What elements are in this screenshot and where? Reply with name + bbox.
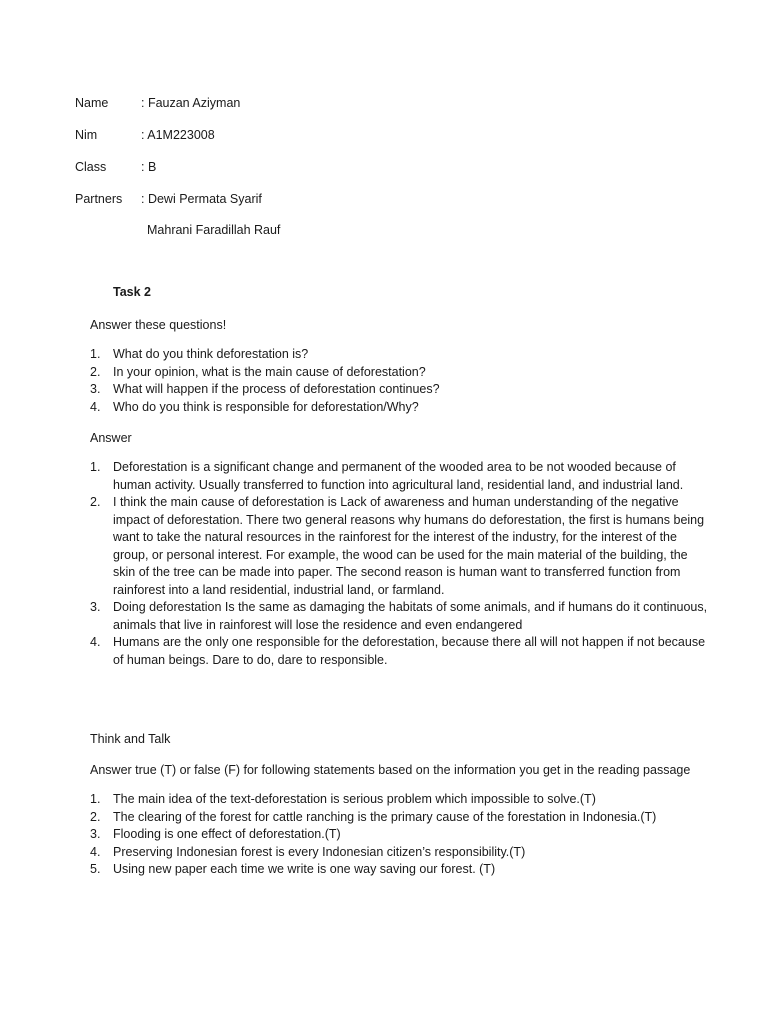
answer-text: Humans are the only one responsible for the deforestation, because there all will not happen if not because of human beings. Dare to do, dare to responsible. [113,635,706,667]
think-talk-instruction: Answer true (T) or false (F) for following statements based on the information you get in the reading passage [90,763,691,777]
list-number: 3. [90,382,101,396]
statement-text: The clearing of the forest for cattle ranching is the primary cause of the forestation in Indonesia.(T) [113,809,657,824]
question-list [90,346,710,416]
think-talk-heading: Think and Talk [90,732,171,746]
list-item [90,826,710,844]
info-label: Name [75,96,109,110]
list-number: 1. [90,792,101,806]
question-text: Who do you think is responsible for deforestation/Why? [113,399,419,414]
list-number: 2. [90,364,101,379]
list-item [90,346,710,364]
info-value: : Fauzan Aziyman [141,96,241,110]
list-item [90,791,710,809]
partner-second: Mahrani Faradillah Rauf [147,223,281,237]
question-text: What will happen if the process of deforestation continues? [113,382,440,396]
list-item [90,494,710,599]
question-text: In your opinion, what is the main cause of deforestation? [113,364,426,379]
list-item [90,459,710,494]
list-number: 4. [90,399,101,414]
info-label: Nim [75,128,98,142]
list-item [90,634,710,669]
list-item [90,381,710,399]
answer-text: I think the main cause of deforestation is Lack of awareness and human understanding of the negative impact of deforestation. There two general reasons why humans do deforestation, the first is humans being want to take the natural resources in the rainforest for the interest of the industry, for the interest of the group, or personal interest. For example, the wood can be used for the main material of the building, the skin of the tree can be made into paper. The second reason is human want to transferred function from rainforest into a land residential, industrial land, or farmland. [113,495,705,597]
task-title: Task 2 [113,285,151,299]
answer-heading: Answer [90,431,132,445]
list-number: 2. [90,495,101,509]
info-value: : A1M223008 [141,128,215,142]
question-text: What do you think deforestation is? [113,347,309,361]
list-number: 5. [90,862,101,876]
answer-text: Doing deforestation Is the same as damaging the habitats of some animals, and if humans do it continuous, animals that live in rainforest will lose the residence and even endangered [113,600,708,632]
list-number: 1. [90,347,101,361]
statement-text: Using new paper each time we write is one way saving our forest. (T) [113,862,496,876]
list-number: 3. [90,827,101,841]
list-number: 2. [90,809,101,824]
statement-list [90,791,710,879]
info-value: : Dewi Permata Syarif [141,192,262,206]
answer-list [90,459,710,669]
list-number: 4. [90,844,101,859]
statement-text: Flooding is one effect of deforestation.(T) [113,827,341,841]
list-item [90,861,710,879]
answer-text: Deforestation is a significant change and permanent of the wooded area to be not wooded because of human activity. Usually transferred to function into agricultural land, residential land, and industrial land. [113,460,684,492]
info-label: Partners [75,192,123,206]
statement-text: The main idea of the text-deforestation is serious problem which impossible to solve.(T) [113,792,596,806]
list-item [90,599,710,634]
list-item [90,809,710,827]
task-instruction: Answer these questions! [90,318,227,332]
list-item [90,364,710,382]
info-label: Class [75,160,107,174]
list-item [90,844,710,862]
info-value: : B [141,160,157,174]
list-number: 4. [90,635,101,649]
list-item [90,399,710,417]
list-number: 3. [90,600,101,614]
statement-text: Preserving Indonesian forest is every Indonesian citizen’s responsibility.(T) [113,844,526,859]
list-number: 1. [90,460,101,474]
